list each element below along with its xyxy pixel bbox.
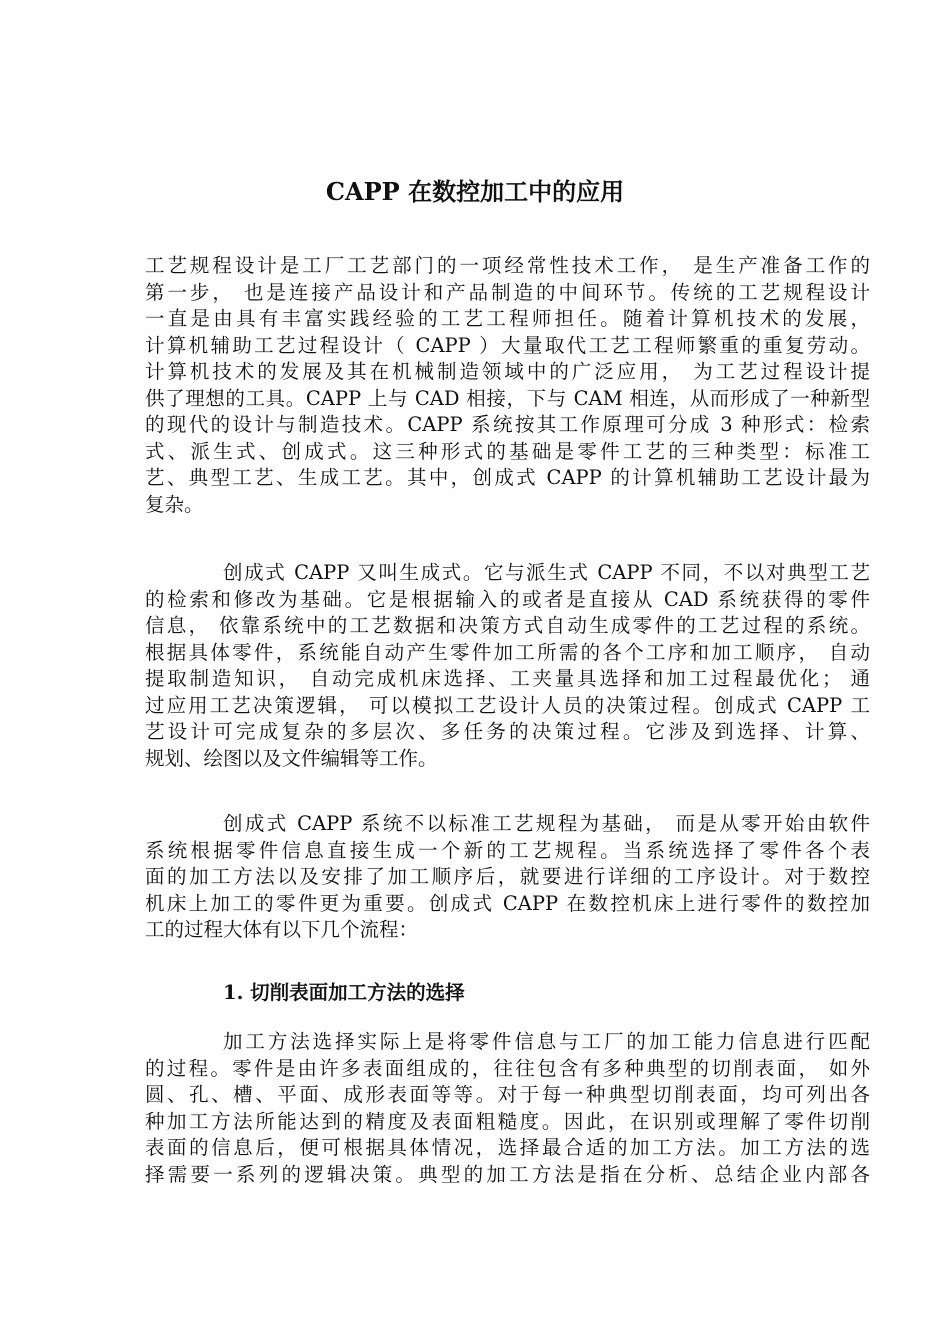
section-heading: 1. 切削表面加工方法的选择 bbox=[223, 981, 465, 1004]
paragraph-line: 艺、典型工艺、生成工艺。其中，创成式 CAPP 的计算机辅助工艺设计最为 bbox=[145, 466, 870, 489]
paragraph-line: 择需要一系列的逻辑决策。典型的加工方法是指在分析、总结企业内部各 bbox=[145, 1162, 870, 1186]
document-title: CAPP 在数控加工中的应用 bbox=[325, 177, 625, 206]
paragraph-line: 的过程。零件是由许多表面组成的，往往包含有多种典型的切削表面， 如外 bbox=[145, 1056, 870, 1080]
paragraph-method-selection bbox=[145, 1029, 870, 1188]
paragraph-line: 规划、绘图以及文件编辑等工作。 bbox=[145, 746, 438, 770]
paragraph-line: 种加工方法所能达到的精度及表面粗糙度。因此，在识别或理解了零件切削 bbox=[145, 1109, 870, 1133]
paragraph-line: 创成式 CAPP 系统不以标准工艺规程为基础， 而是从零开始由软件 bbox=[223, 812, 870, 835]
paragraph-line: 的现代的设计与制造技术。CAPP 系统按其工作原理可分成 3 种形式：检索 bbox=[145, 413, 870, 436]
paragraph-line: 供了理想的工具。CAPP 上与 CAD 相接，下与 CAM 相连，从而形成了一种新型 bbox=[145, 386, 870, 410]
paragraph-line: 第一步， 也是连接产品设计和产品制造的中间环节。传统的工艺规程设计 bbox=[145, 280, 870, 304]
paragraph-line: 面的加工方法以及安排了加工顺序后，就要进行详细的工序设计。对于数控 bbox=[145, 865, 870, 888]
paragraph-process-flow bbox=[145, 811, 870, 944]
paragraph-line: 工的过程大体有以下几个流程： bbox=[145, 918, 419, 941]
paragraph-line: 表面的信息后，便可根据具体情况，选择最合适的加工方法。加工方法的选 bbox=[145, 1136, 870, 1159]
paragraph-line: 计算机辅助工艺过程设计（ CAPP ）大量取代工艺工程师繁重的重复劳动。 bbox=[145, 333, 870, 357]
paragraph-generative-capp bbox=[145, 560, 870, 772]
paragraph-line: 的检索和修改为基础。它是根据输入的或者是直接从 CAD 系统获得的零件 bbox=[145, 587, 870, 611]
paragraph-line: 过应用工艺决策逻辑， 可以模拟工艺设计人员的决策过程。创成式 CAPP 工 bbox=[145, 693, 870, 717]
paragraph-intro bbox=[145, 253, 870, 518]
paragraph-line: 艺设计可完成复杂的多层次、多任务的决策过程。它涉及到选择、计算、 bbox=[145, 720, 870, 743]
paragraph-line: 机床上加工的零件更为重要。创成式 CAPP 在数控机床上进行零件的数控加 bbox=[145, 891, 870, 915]
paragraph-line: 计算机技术的发展及其在机械制造领域中的广泛应用， 为工艺过程设计提 bbox=[145, 360, 870, 383]
paragraph-line: 系统根据零件信息直接生成一个新的工艺规程。当系统选择了零件各个表 bbox=[145, 838, 870, 862]
paragraph-line: 工艺规程设计是工厂工艺部门的一项经常性技术工作， 是生产准备工作的 bbox=[145, 254, 870, 277]
paragraph-line: 加工方法选择实际上是将零件信息与工厂的加工能力信息进行匹配 bbox=[223, 1030, 870, 1053]
paragraph-line: 提取制造知识， 自动完成机床选择、工夹量具选择和加工过程最优化； 通 bbox=[145, 667, 870, 690]
paragraph-line: 圆、孔、槽、平面、成形表面等等。对于每一种典型切削表面，均可列出各 bbox=[145, 1083, 870, 1106]
paragraph-line: 复杂。 bbox=[145, 492, 204, 516]
paragraph-line: 根据具体零件，系统能自动产生零件加工所需的各个工序和加工顺序， 自动 bbox=[145, 640, 870, 664]
paragraph-line: 信息， 依靠系统中的工艺数据和决策方式自动生成零件的工艺过程的系统。 bbox=[145, 614, 870, 637]
paragraph-line: 式、派生式、创成式。这三种形式的基础是零件工艺的三种类型：标准工 bbox=[145, 439, 870, 463]
paragraph-line: 创成式 CAPP 又叫生成式。它与派生式 CAPP 不同，不以对典型工艺 bbox=[223, 561, 870, 584]
paragraph-line: 一直是由具有丰富实践经验的工艺工程师担任。随着计算机技术的发展， bbox=[145, 307, 870, 330]
